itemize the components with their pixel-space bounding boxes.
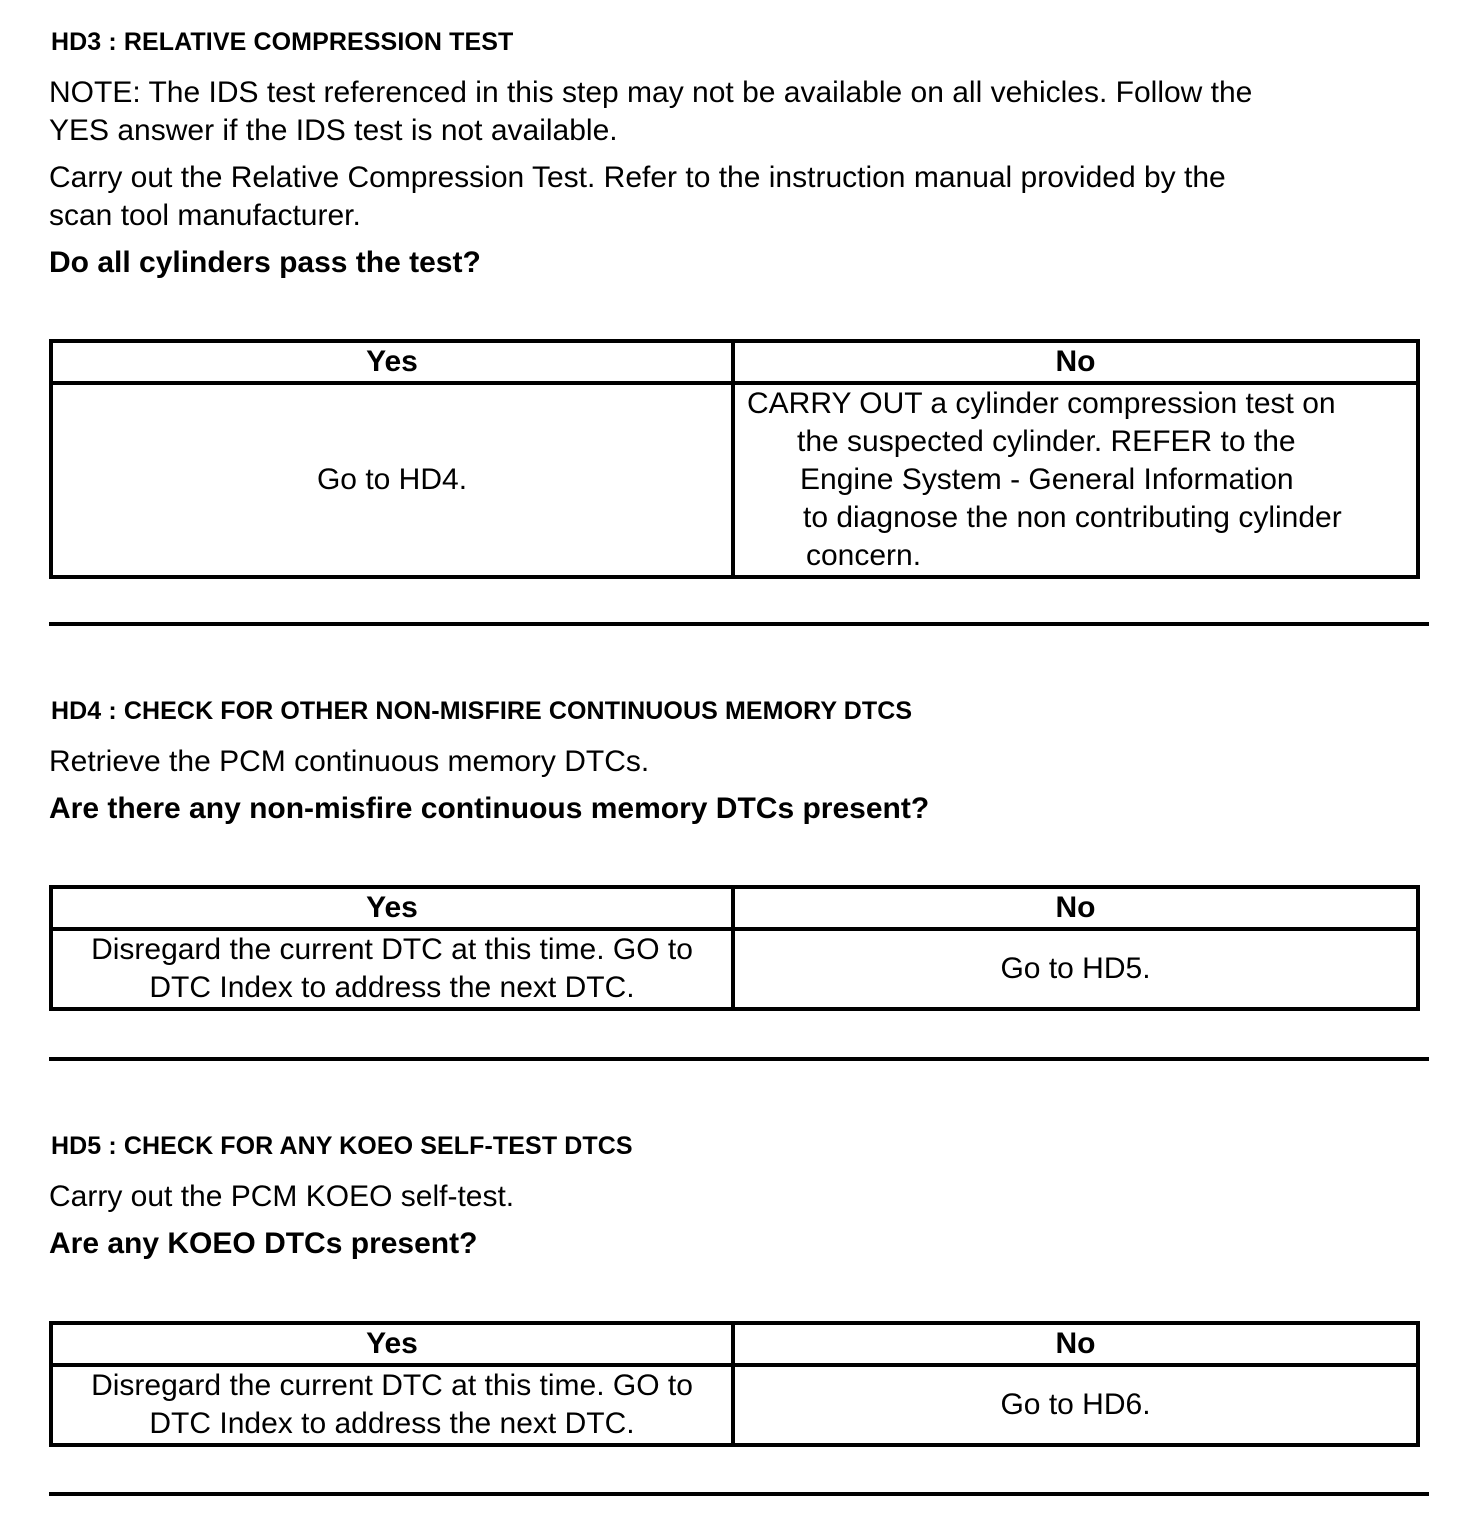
step-question: Are there any non-misfire continuous memory DTCs present?	[49, 792, 930, 825]
no-action: Go to HD5.	[733, 929, 1418, 1009]
yes-no-table	[49, 1321, 1420, 1447]
yes-no-table	[49, 339, 1420, 579]
yes-header: Yes	[51, 1323, 733, 1365]
no-action: Go to HD6.	[733, 1365, 1418, 1445]
step-question: Do all cylinders pass the test?	[49, 246, 481, 279]
step-title: HD4 : CHECK FOR OTHER NON-MISFIRE CONTINUOUS MEMORY DTCS	[51, 697, 913, 725]
section-divider	[49, 1492, 1429, 1496]
no-action	[733, 383, 1418, 577]
no-action-line: the suspected cylinder. REFER to the	[797, 425, 1296, 458]
no-action-line: to diagnose the non contributing cylinder	[803, 501, 1342, 534]
instruction-paragraph: Carry out the PCM KOEO self-test.	[49, 1180, 515, 1213]
yes-header: Yes	[51, 341, 733, 383]
yes-header: Yes	[51, 887, 733, 929]
section-divider	[49, 622, 1429, 626]
section-divider	[49, 1057, 1429, 1061]
instruction-paragraph: Carry out the Relative Compression Test. Refer to the instruction manual provided by the scan tool manufacturer.	[49, 161, 1226, 232]
no-header: No	[733, 341, 1418, 383]
step-title: HD3 : RELATIVE COMPRESSION TEST	[51, 28, 514, 56]
instruction-paragraph: Retrieve the PCM continuous memory DTCs.	[49, 745, 650, 778]
no-header: No	[733, 1323, 1418, 1365]
note-paragraph: NOTE: The IDS test referenced in this step may not be available on all vehicles. Follow the YES answer if the IDS test is not available.	[49, 76, 1253, 147]
yes-action: Disregard the current DTC at this time. GO to DTC Index to address the next DTC.	[51, 929, 733, 1009]
no-action-line: CARRY OUT a cylinder compression test on	[747, 387, 1336, 420]
yes-action: Disregard the current DTC at this time. GO to DTC Index to address the next DTC.	[51, 1365, 733, 1445]
step-question: Are any KOEO DTCs present?	[49, 1227, 478, 1260]
step-title: HD5 : CHECK FOR ANY KOEO SELF-TEST DTCS	[51, 1132, 633, 1160]
no-action-line: concern.	[806, 539, 922, 572]
yes-no-table	[49, 885, 1420, 1011]
no-action-line: Engine System - General Information	[800, 463, 1294, 496]
yes-action: Go to HD4.	[51, 383, 733, 577]
no-header: No	[733, 887, 1418, 929]
